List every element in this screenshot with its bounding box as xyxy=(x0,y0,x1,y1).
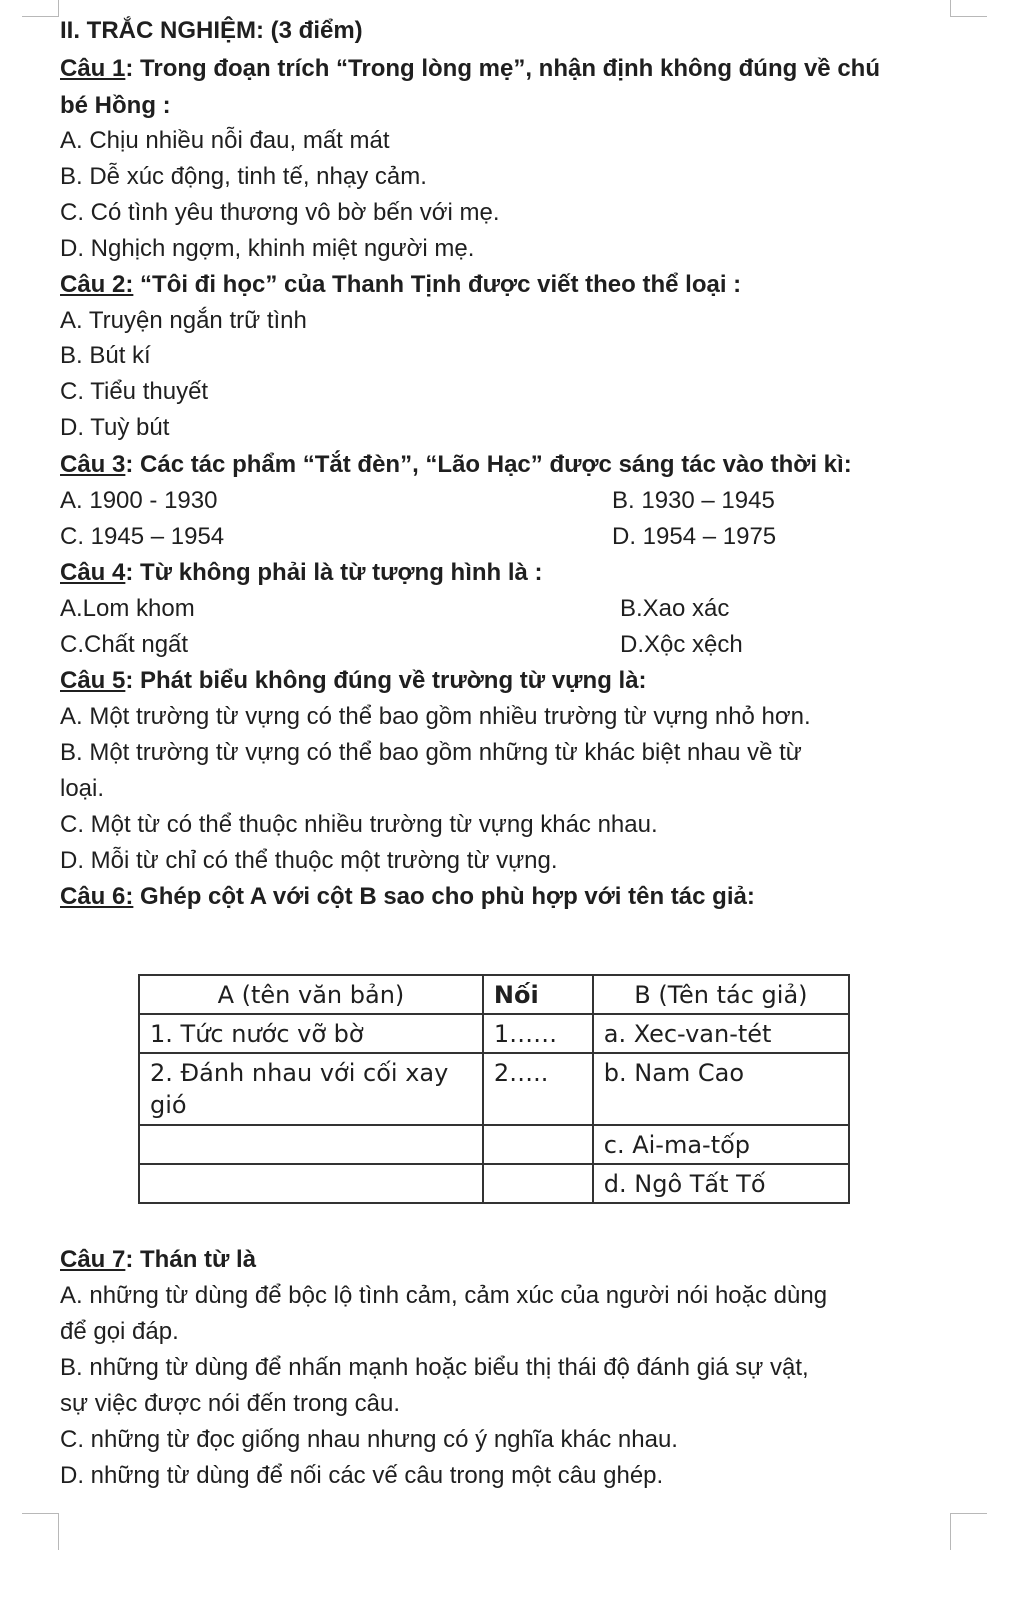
question-3-stem xyxy=(60,448,852,482)
answer-option: A. Truyện ngắn trữ tình xyxy=(60,307,307,334)
section-title: II. TRẮC NGHIỆM: (3 điểm) xyxy=(60,17,363,44)
answer-option: B.Xao xác xyxy=(620,595,730,622)
answer-option: B. những từ dùng để nhấn mạnh hoặc biểu thị thái độ đánh giá sự vật, xyxy=(60,1354,809,1381)
table-cell: 2. Đánh nhau với cối xay gió xyxy=(139,1053,483,1125)
answer-option: B. 1930 – 1945 xyxy=(612,487,775,514)
answer-option: C. 1945 – 1954 xyxy=(60,523,225,550)
table-cell: a. Xec-van-tét xyxy=(593,1014,849,1053)
table-cell: 1. Tức nước vỡ bờ xyxy=(139,1014,483,1053)
table-cell xyxy=(139,1164,483,1203)
table-row xyxy=(139,1125,849,1164)
answer-option: C. Có tình yêu thương vô bờ bến với mẹ. xyxy=(60,199,500,226)
answer-option: B. Bút kí xyxy=(60,342,151,369)
question-text: : Từ không phải là từ tượng hình là : xyxy=(125,559,543,586)
question-text: Ghép cột A với cột B sao cho phù hợp với tên tác giả: xyxy=(133,883,755,910)
question-1-stem xyxy=(60,52,880,86)
answer-option: D. Nghịch ngợm, khinh miệt người mẹ. xyxy=(60,235,475,262)
table-row xyxy=(139,1053,849,1125)
answer-option: A. 1900 - 1930 xyxy=(60,487,218,514)
question-label: Câu 3 xyxy=(60,451,126,478)
question-7-stem xyxy=(60,1243,256,1277)
answer-option: D. Tuỳ bút xyxy=(60,414,170,441)
table-header-row xyxy=(139,975,849,1014)
table-row xyxy=(139,1164,849,1203)
column-header: B (Tên tác giả) xyxy=(593,975,849,1014)
question-5-stem xyxy=(60,664,647,698)
question-6-stem xyxy=(60,880,755,914)
question-2-stem xyxy=(60,268,741,302)
question-text: : Các tác phẩm “Tắt đèn”, “Lão Hạc” được sáng tác vào thời kì: xyxy=(125,451,852,478)
answer-option: A.Lom khom xyxy=(60,595,195,622)
column-header: Nối xyxy=(483,975,593,1014)
question-label: Câu 6: xyxy=(60,883,134,910)
answer-option: B. Một trường từ vựng có thể bao gồm những từ khác biệt nhau về từ xyxy=(60,739,802,766)
answer-option: C. Một từ có thể thuộc nhiều trường từ vựng khác nhau. xyxy=(60,811,658,838)
table-cell xyxy=(483,1125,593,1164)
question-label: Câu 1 xyxy=(60,55,126,82)
answer-option: A. những từ dùng để bộc lộ tình cảm, cảm xúc của người nói hoặc dùng xyxy=(60,1282,828,1309)
answer-option: B. Dễ xúc động, tinh tế, nhạy cảm. xyxy=(60,163,427,190)
answer-option: D. 1954 – 1975 xyxy=(612,523,777,550)
table-cell: 1…… xyxy=(483,1014,593,1053)
answer-option: C. Tiểu thuyết xyxy=(60,378,209,405)
page-corner-mark xyxy=(22,0,59,17)
question-1-stem-continued: bé Hồng : xyxy=(60,92,171,119)
question-4-stem xyxy=(60,556,543,590)
table-cell xyxy=(483,1164,593,1203)
page-corner-mark xyxy=(950,0,987,17)
table-cell xyxy=(139,1125,483,1164)
question-text: : Trong đoạn trích “Trong lòng mẹ”, nhận định không đúng về chú xyxy=(125,55,880,82)
table-row xyxy=(139,1014,849,1053)
answer-option: C.Chất ngất xyxy=(60,631,189,658)
answer-option: A. Một trường từ vựng có thể bao gồm nhiều trường từ vựng nhỏ hơn. xyxy=(60,703,811,730)
question-label: Câu 4 xyxy=(60,559,126,586)
question-text: : Phát biểu không đúng về trường từ vựng là: xyxy=(125,667,647,694)
table-cell: b. Nam Cao xyxy=(593,1053,849,1125)
question-label: Câu 5 xyxy=(60,667,126,694)
answer-option: C. những từ đọc giống nhau nhưng có ý nghĩa khác nhau. xyxy=(60,1426,678,1453)
table-cell: 2….. xyxy=(483,1053,593,1125)
answer-option-continued: sự việc được nói đến trong câu. xyxy=(60,1390,401,1417)
question-label: Câu 7 xyxy=(60,1246,126,1273)
question-text: “Tôi đi học” của Thanh Tịnh được viết theo thể loại : xyxy=(133,271,742,298)
table-cell: c. Ai-ma-tốp xyxy=(593,1125,849,1164)
question-label: Câu 2: xyxy=(60,271,134,298)
answer-option-continued: loại. xyxy=(60,775,105,802)
answer-option-continued: để gọi đáp. xyxy=(60,1318,179,1345)
matching-table xyxy=(138,974,850,1204)
page-corner-mark xyxy=(22,1513,59,1550)
answer-option: A. Chịu nhiều nỗi đau, mất mát xyxy=(60,127,390,154)
answer-option: D. những từ dùng để nối các vế câu trong một câu ghép. xyxy=(60,1462,664,1489)
column-header: A (tên văn bản) xyxy=(139,975,483,1014)
answer-option: D.Xộc xệch xyxy=(620,631,743,658)
table-cell: d. Ngô Tất Tố xyxy=(593,1164,849,1203)
question-text: : Thán từ là xyxy=(125,1246,257,1273)
page-corner-mark xyxy=(950,1513,987,1550)
answer-option: D. Mỗi từ chỉ có thể thuộc một trường từ vựng. xyxy=(60,847,558,874)
